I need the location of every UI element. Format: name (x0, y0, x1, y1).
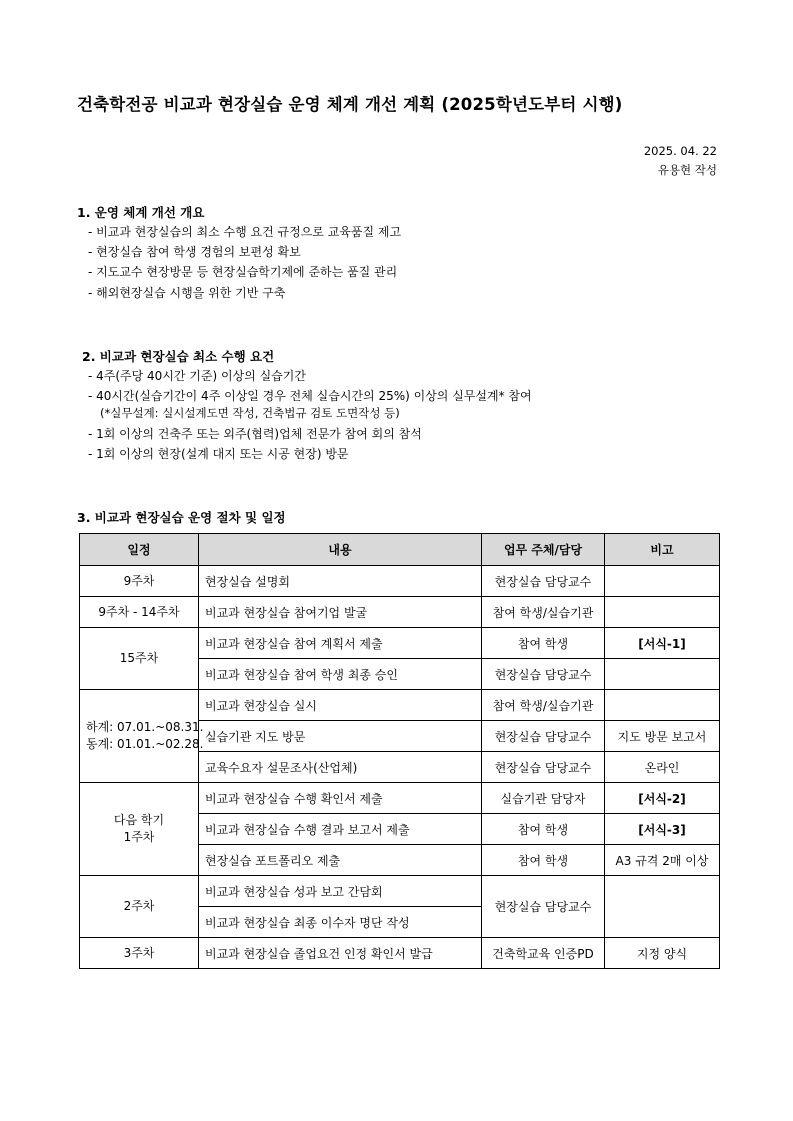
form-reference: [서식-1] (605, 628, 720, 659)
note-cell (605, 876, 720, 938)
note-cell (605, 566, 720, 597)
note-cell: 온라인 (605, 752, 720, 783)
table-row (80, 628, 720, 659)
form-reference: [서식-2] (605, 783, 720, 814)
owner-cell: 참여 학생 (482, 814, 605, 845)
table-header-row (80, 534, 720, 566)
owner-cell: 현장실습 담당교수 (482, 659, 605, 690)
schedule-cell: 2주차 (80, 876, 199, 938)
content-cell: 비교과 현장실습 수행 확인서 제출 (199, 783, 482, 814)
winter-period: 동계: 01.01.~02.28. (86, 737, 204, 751)
content-cell: 실습기관 지도 방문 (199, 721, 482, 752)
note-cell (605, 659, 720, 690)
note-cell: 지정 양식 (605, 938, 720, 969)
owner-cell: 참여 학생/실습기관 (482, 597, 605, 628)
section2-footnote: (*실무설계: 실시설계도면 작성, 건축법규 검토 도면작성 등) (100, 406, 400, 420)
owner-cell: 참여 학생/실습기관 (482, 690, 605, 721)
document-author: 유용현 작성 (657, 163, 717, 177)
schedule-cell (80, 783, 199, 876)
schedule-cell: 3주차 (80, 938, 199, 969)
content-cell: 비교과 현장실습 최종 이수자 명단 작성 (199, 907, 482, 938)
content-cell: 비교과 현장실습 실시 (199, 690, 482, 721)
schedule-line: 1주차 (123, 830, 155, 844)
section2-item: - 1회 이상의 현장(설계 대지 또는 시공 현장) 방문 (88, 447, 349, 461)
content-cell: 비교과 현장실습 참여 학생 최종 승인 (199, 659, 482, 690)
table-row (80, 938, 720, 969)
section1-heading: 1. 운영 체계 개선 개요 (77, 205, 205, 220)
schedule-cell: 15주차 (80, 628, 199, 690)
table-row (80, 566, 720, 597)
owner-cell: 현장실습 담당교수 (482, 752, 605, 783)
section3-heading: 3. 비교과 현장실습 운영 절차 및 일정 (77, 510, 286, 525)
note-cell: A3 규격 2매 이상 (605, 845, 720, 876)
section2-heading: 2. 비교과 현장실습 최소 수행 요건 (82, 349, 275, 364)
form-reference: [서식-3] (605, 814, 720, 845)
document-date: 2025. 04. 22 (643, 144, 717, 158)
content-cell: 비교과 현장실습 참여 계획서 제출 (199, 628, 482, 659)
note-cell: 지도 방문 보고서 (605, 721, 720, 752)
content-cell: 비교과 현장실습 참여기업 발굴 (199, 597, 482, 628)
section1-item: - 현장실습 참여 학생 경험의 보편성 확보 (88, 245, 301, 259)
schedule-cell (80, 690, 204, 783)
section1-item: - 해외현장실습 시행을 위한 기반 구축 (88, 286, 286, 300)
table-row (80, 690, 720, 721)
table-row (80, 597, 720, 628)
note-cell (605, 690, 720, 721)
content-cell: 현장실습 포트폴리오 제출 (199, 845, 482, 876)
header-owner: 업무 주체/담당 (482, 534, 605, 566)
page-title: 건축학전공 비교과 현장실습 운영 체계 개선 계획 (2025학년도부터 시행) (77, 95, 623, 114)
section2-item: - 4주(주당 40시간 기준) 이상의 실습기간 (88, 369, 306, 383)
schedule-cell: 9주차 - 14주차 (80, 597, 199, 628)
content-cell: 현장실습 설명회 (199, 566, 482, 597)
header-schedule: 일정 (80, 534, 199, 566)
owner-cell: 현장실습 담당교수 (482, 721, 605, 752)
owner-cell: 실습기관 담당자 (482, 783, 605, 814)
note-cell (605, 597, 720, 628)
schedule-line: 다음 학기 (113, 813, 165, 827)
owner-cell: 현장실습 담당교수 (482, 566, 605, 597)
section2-item: - 1회 이상의 건축주 또는 외주(협력)업체 전문가 참여 회의 참석 (88, 427, 422, 441)
schedule-cell: 9주차 (80, 566, 199, 597)
header-note: 비고 (605, 534, 720, 566)
content-cell: 비교과 현장실습 졸업요건 인정 확인서 발급 (199, 938, 482, 969)
table-row (80, 876, 720, 907)
section1-item: - 비교과 현장실습의 최소 수행 요건 규정으로 교육품질 제고 (88, 225, 402, 239)
content-cell: 비교과 현장실습 성과 보고 간담회 (199, 876, 482, 907)
section2-item: - 40시간(실습기간이 4주 이상일 경우 전체 실습시간의 25%) 이상의 실무설계* 참여 (88, 389, 532, 403)
table-row (80, 783, 720, 814)
owner-cell: 참여 학생 (482, 628, 605, 659)
section1-item: - 지도교수 현장방문 등 현장실습학기제에 준하는 품질 관리 (88, 265, 398, 279)
owner-cell: 현장실습 담당교수 (482, 876, 605, 938)
content-cell: 비교과 현장실습 수행 결과 보고서 제출 (199, 814, 482, 845)
owner-cell: 건축학교육 인증PD (482, 938, 605, 969)
owner-cell: 참여 학생 (482, 845, 605, 876)
schedule-table (79, 533, 720, 969)
content-cell: 교육수요자 설문조사(산업체) (199, 752, 482, 783)
header-content: 내용 (199, 534, 482, 566)
summer-period: 하계: 07.01.~08.31. (86, 720, 204, 734)
